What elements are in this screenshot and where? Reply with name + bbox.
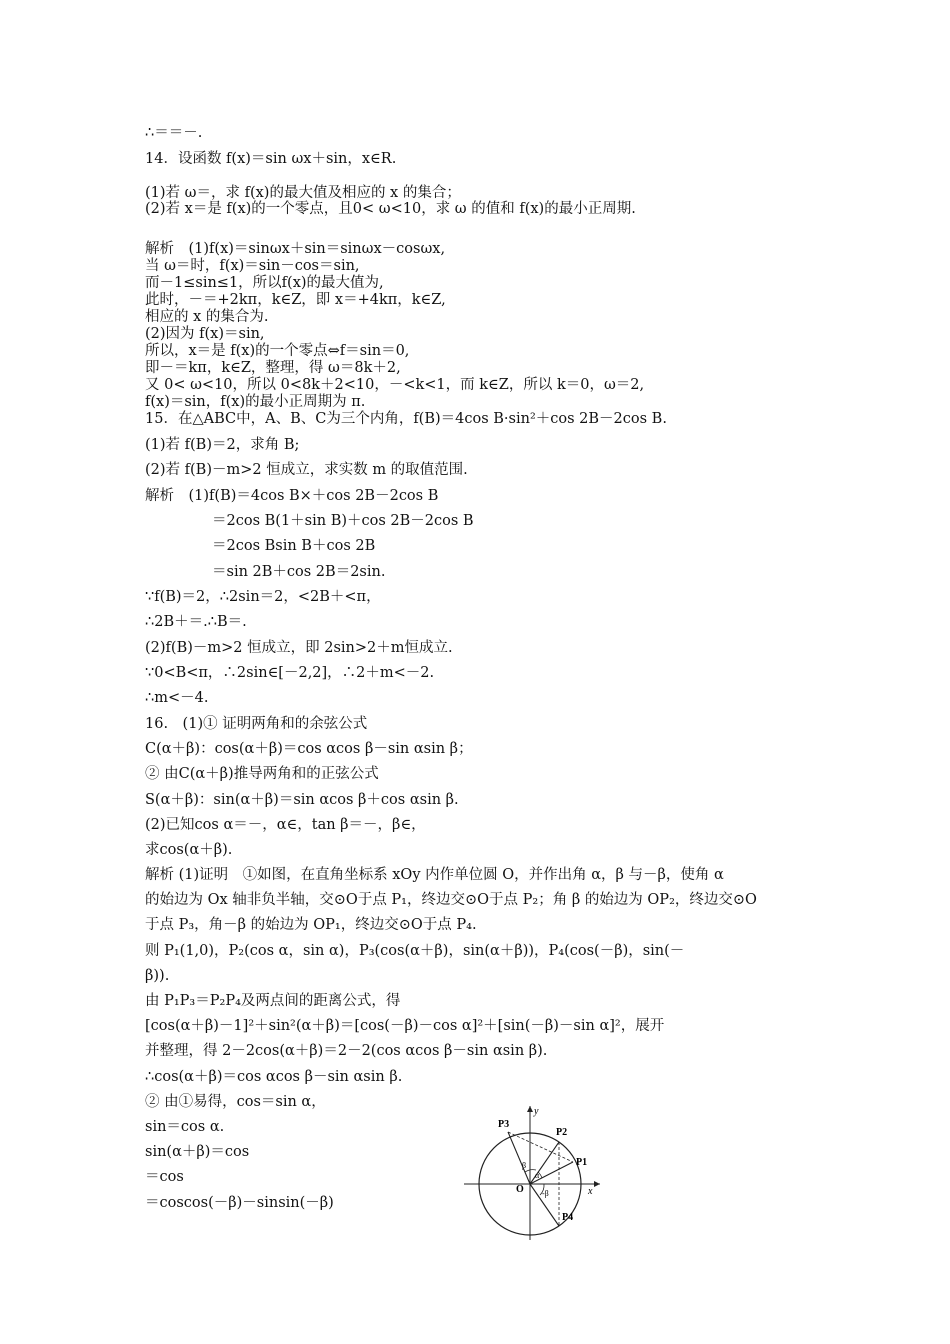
solution-line: sin(α＋β)＝cos	[145, 1144, 250, 1160]
text-line: (2)若 x＝是 f(x)的一个零点，且0< ω<10，求 ω 的值和 f(x)的最小正周期.	[145, 201, 636, 217]
solution-line: ＝2cos Bsin B＋cos 2B	[212, 538, 376, 554]
problem-14-title: 14．设函数 f(x)＝sin ωx＋sin，x∈R.	[145, 151, 397, 167]
solution-line: ∵0<B<π，∴2sin∈[－2,2]，∴2＋m<－2.	[145, 665, 435, 681]
text-line: ∴＝＝－.	[145, 125, 203, 141]
solution-line: 的始边为 Ox 轴非负半轴，交⊙O于点 P₁，终边交⊙O于点 P₂；角 β 的始边为 OP₂，终边交⊙O	[145, 892, 757, 908]
solution-line: 所以，x＝是 f(x)的一个零点⇔f＝sin＝0,	[145, 343, 410, 359]
solution-line: ＝cos	[145, 1169, 184, 1185]
solution-line: ∴m<－4.	[145, 690, 209, 706]
solution-line: 解析 (1)证明 ①如图，在直角坐标系 xOy 内作单位圆 O，并作出角 α，β 与－β，使角 α	[145, 867, 724, 883]
solution-line: 则 P₁(1,0)，P₂(cos α，sin α)，P₃(cos(α＋β)，sin(α＋β))，P₄(cos(－β)，sin(－	[145, 943, 685, 959]
figure-label: O	[516, 1184, 524, 1195]
solution-line: (2)f(B)－m>2 恒成立，即 2sin>2＋m恒成立.	[145, 640, 453, 656]
problem-16-title: 16. (1)① 证明两角和的余弦公式	[145, 716, 368, 732]
solution-line: ② 由①易得，cos＝sin α，	[145, 1094, 326, 1110]
figure-label: x	[588, 1186, 593, 1197]
solution-line: ＝2cos B(1＋sin B)＋cos 2B－2cos B	[212, 513, 474, 529]
solution-line: 此时，－＝+2kπ，k∈Z，即 x＝+4kπ，k∈Z,	[145, 292, 446, 308]
text-line: (2)已知cos α＝－，α∈，tan β＝－，β∈，	[145, 817, 426, 833]
figure-label: y	[534, 1106, 539, 1117]
problem-15-title: 15．在△ABC中，A、B、C为三个内角，f(B)＝4cos B·sin²＋cos 2B－2cos B.	[145, 411, 667, 427]
figure-label: β	[522, 1161, 527, 1170]
text-line: S(α＋β)：sin(α＋β)＝sin αcos β＋cos αsin β.	[145, 792, 459, 808]
solution-line: 解析 (1)f(B)＝4cos B×＋cos 2B－2cos B	[145, 488, 439, 504]
solution-line: ∴2B＋＝.∴B＝.	[145, 614, 247, 630]
solution-line: 并整理，得 2－2cos(α＋β)＝2－2(cos αcos β－sin αsin β).	[145, 1043, 548, 1059]
solution-line: 于点 P₃，角－β 的始边为 OP₁，终边交⊙O于点 P₄.	[145, 917, 477, 933]
figure-label: α	[535, 1171, 540, 1180]
figure-label: P4	[562, 1212, 574, 1223]
figure-label: P2	[556, 1127, 568, 1138]
text-line: (2)若 f(B)－m>2 恒成立，求实数 m 的取值范围.	[145, 462, 468, 478]
text-line: ② 由C(α＋β)推导两角和的正弦公式	[145, 766, 379, 782]
text-line: (1)若 f(B)＝2，求角 B;	[145, 437, 300, 453]
figure-label: P3	[498, 1119, 510, 1130]
solution-line: β)).	[145, 968, 170, 984]
solution-line: ∴cos(α＋β)＝cos αcos β－sin αsin β.	[145, 1069, 403, 1085]
solution-line: sin＝cos α.	[145, 1119, 225, 1135]
solution-line: 又 0< ω<10，所以 0<8k＋2<10，－<k<1，而 k∈Z，所以 k＝0，ω＝2,	[145, 377, 645, 393]
solution-line: 而－1≤sin≤1，所以f(x)的最大值为,	[145, 275, 384, 291]
solution-line: ＝sin 2B＋cos 2B＝2sin.	[212, 564, 386, 580]
figure-label: P1	[576, 1157, 588, 1168]
solution-line: 相应的 x 的集合为.	[145, 309, 269, 325]
solution-line: 当 ω＝时，f(x)＝sin－cos＝sin,	[145, 258, 360, 274]
unit-circle-figure	[462, 1102, 602, 1242]
solution-line: ∵f(B)＝2，∴2sin＝2，<2B＋<π，	[145, 589, 381, 605]
text-line: 求cos(α＋β).	[145, 842, 233, 858]
solution-line: (2)因为 f(x)＝sin,	[145, 326, 265, 342]
text-line: (1)若 ω＝，求 f(x)的最大值及相应的 x 的集合；	[145, 185, 461, 201]
figure-label: -β	[542, 1189, 549, 1198]
solution-line: ＝coscos(－β)－sinsin(－β)	[145, 1195, 334, 1211]
solution-line: 由 P₁P₃＝P₂P₄及两点间的距离公式，得	[145, 993, 401, 1009]
solution-line: 即－＝kπ，k∈Z，整理，得 ω＝8k＋2,	[145, 360, 401, 376]
solution-line: [cos(α＋β)－1]²＋sin²(α＋β)＝[cos(－β)－cos α]²＋[sin(－β)－sin α]²，展开	[145, 1018, 665, 1034]
solution-line: f(x)＝sin，f(x)的最小正周期为 π.	[145, 394, 366, 410]
text-line: C(α＋β)：cos(α＋β)＝cos αcos β－sin αsin β；	[145, 741, 473, 757]
solution-line: 解析 (1)f(x)＝sinωx＋sin＝sinωx－cosωx,	[145, 241, 446, 257]
